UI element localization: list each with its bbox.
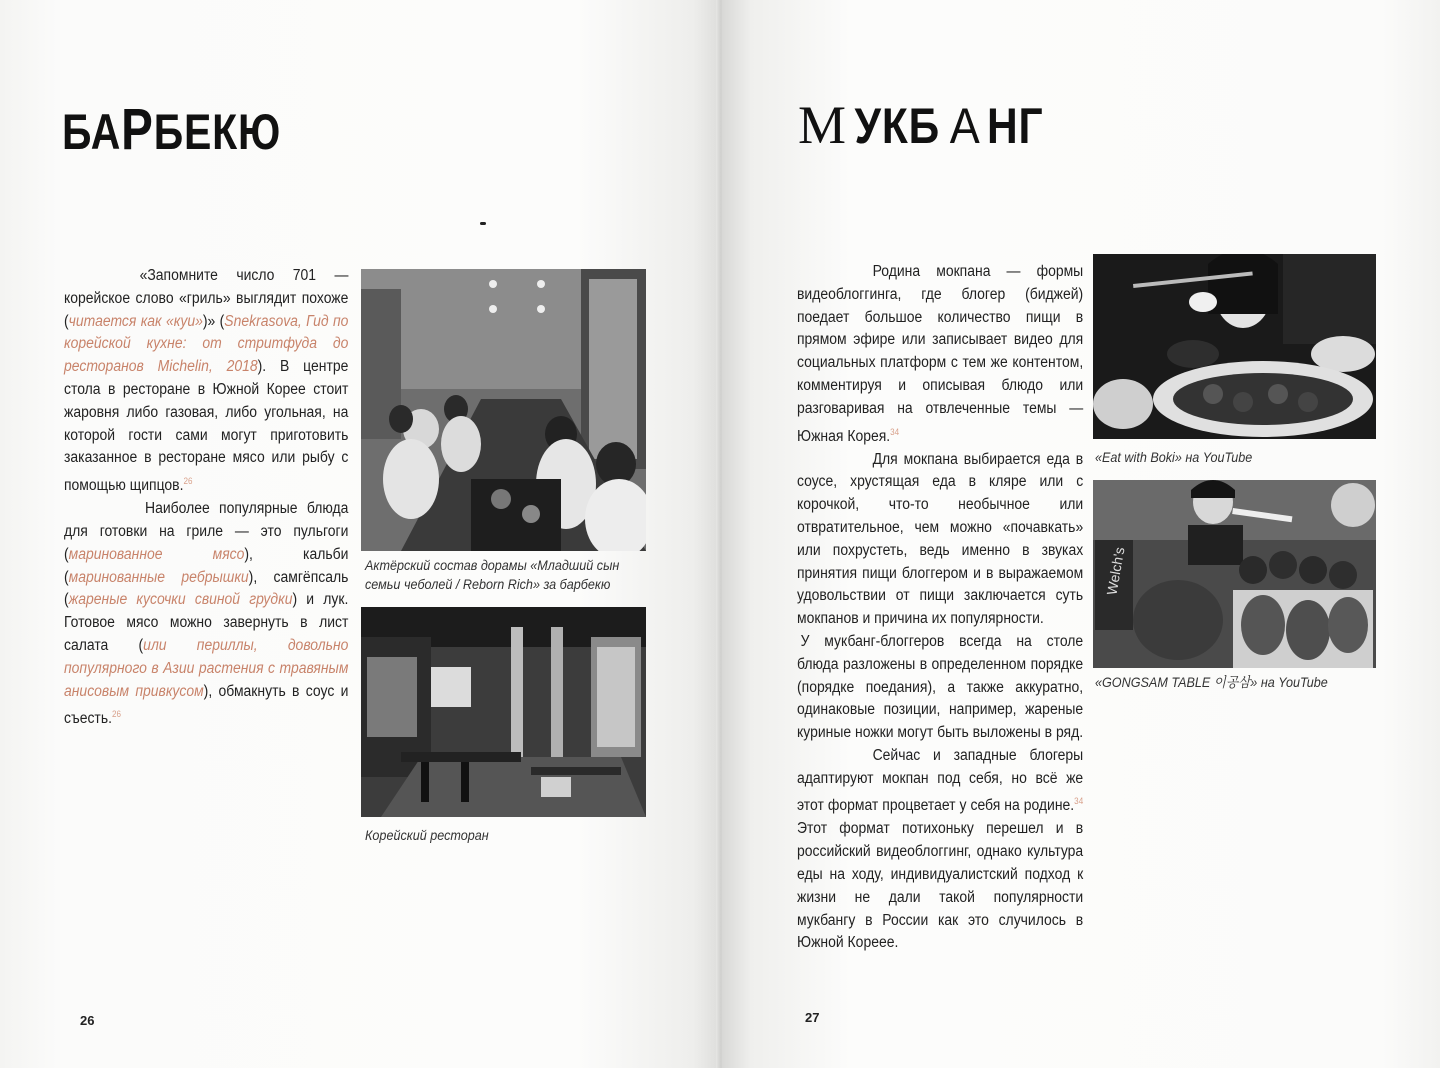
paragraph: Наиболее популярные блюда для готовки на гриле — это пульгоги (маринованное мясо), кальби (маринованные ребрышки), самгёпсаль (жареные кусочки свиной грудки) и лук. Готовое мясо можно завернуть в лист салата (или периллы, довольно популярного в Азии растения с травяным анисовым привкусом), обмакнуть в соус и съесть.$^{26}$ bbox=[64, 500, 349, 728]
page-number: 26 bbox=[80, 1013, 95, 1028]
photo-eat-with-boki bbox=[1093, 254, 1376, 439]
photo-caption: «Eat with Boki» на YouTube bbox=[1095, 449, 1253, 465]
photo-korean-restaurant bbox=[361, 607, 646, 817]
photo-caption: Актёрский состав дорамы «Младший сын семьи чеболей / Reborn Rich» за барбекю bbox=[365, 557, 620, 592]
photo-cast-barbecue bbox=[361, 269, 646, 551]
paragraph: Для мокпана выбирается еда в соусе, хрустящая еда в кляре или с корочкой, что-то необычное или отвратительное, чем можно «почавкать» или похрустеть, ведь именно в звуках принятия пищи блоггером и в выражаемом удовольствии от пищи заключается суть мокпанов и причина их популярности. bbox=[797, 450, 1084, 628]
photo-caption: Корейский ресторан bbox=[365, 827, 489, 843]
paragraph: «Запомните число 701 — корейское слово «гриль» выглядит похоже (читается как «куи»)» (Snekrasova, Гид по корейской кухне: от стритфуда до ресторанов Michelin, 2018). В центре стола в ресторане в Южной Корее стоит жаровня либо газовая, либо угольная, на которой гости сами могут приготовить заказанное в ресторане мясо или рыбу с помощью щипцов.$^{26}$ bbox=[64, 267, 349, 495]
photo-caption: «GONGSAM TABLE 이공삼» на YouTube bbox=[1095, 674, 1328, 690]
page-title-barbecue: БАРБЕКЮ bbox=[62, 97, 282, 162]
left-body-text bbox=[64, 265, 348, 731]
page-number: 27 bbox=[805, 1010, 820, 1025]
svg-text:Welch's: Welch's bbox=[1103, 545, 1128, 597]
paragraph: У мукбанг-блоггеров всегда на столе блюда разложены в определенном порядке (порядке поедания), а также аккуратно, одинаковые позиции, например, жареные куриные ножки могут быть выложены в ряд. bbox=[797, 632, 1084, 742]
photo-gongsam-table bbox=[1093, 480, 1376, 668]
paragraph: Сейчас и западные блогеры адаптируют мокпан под себя, но всё же этот формат процветает у себя на родине.$^{34}$ Этот формат потихоньку перешел и в российский видеоблоггинг, однако культура еды на ходу, индивидуалистский подход к жизни не дали такой популярности мукбангу в России как это случилось в Южной Корееe. bbox=[797, 746, 1084, 952]
page-title-mukbang: М УКБ А НГ bbox=[798, 95, 1044, 155]
right-body-text bbox=[797, 261, 1083, 955]
paragraph: Родина мокпана — формы видеоблоггинга, где блогер (биджей) поедает большое количество пищи в прямом эфире или записывает видео для социальных платформ с тем же контентом, комментируя и описывая блюдо или разговаривая на отвлеченные темы — Южная Корея.$^{34}$ bbox=[797, 263, 1084, 445]
right-page bbox=[722, 0, 1440, 1068]
ink-speck bbox=[480, 222, 486, 225]
